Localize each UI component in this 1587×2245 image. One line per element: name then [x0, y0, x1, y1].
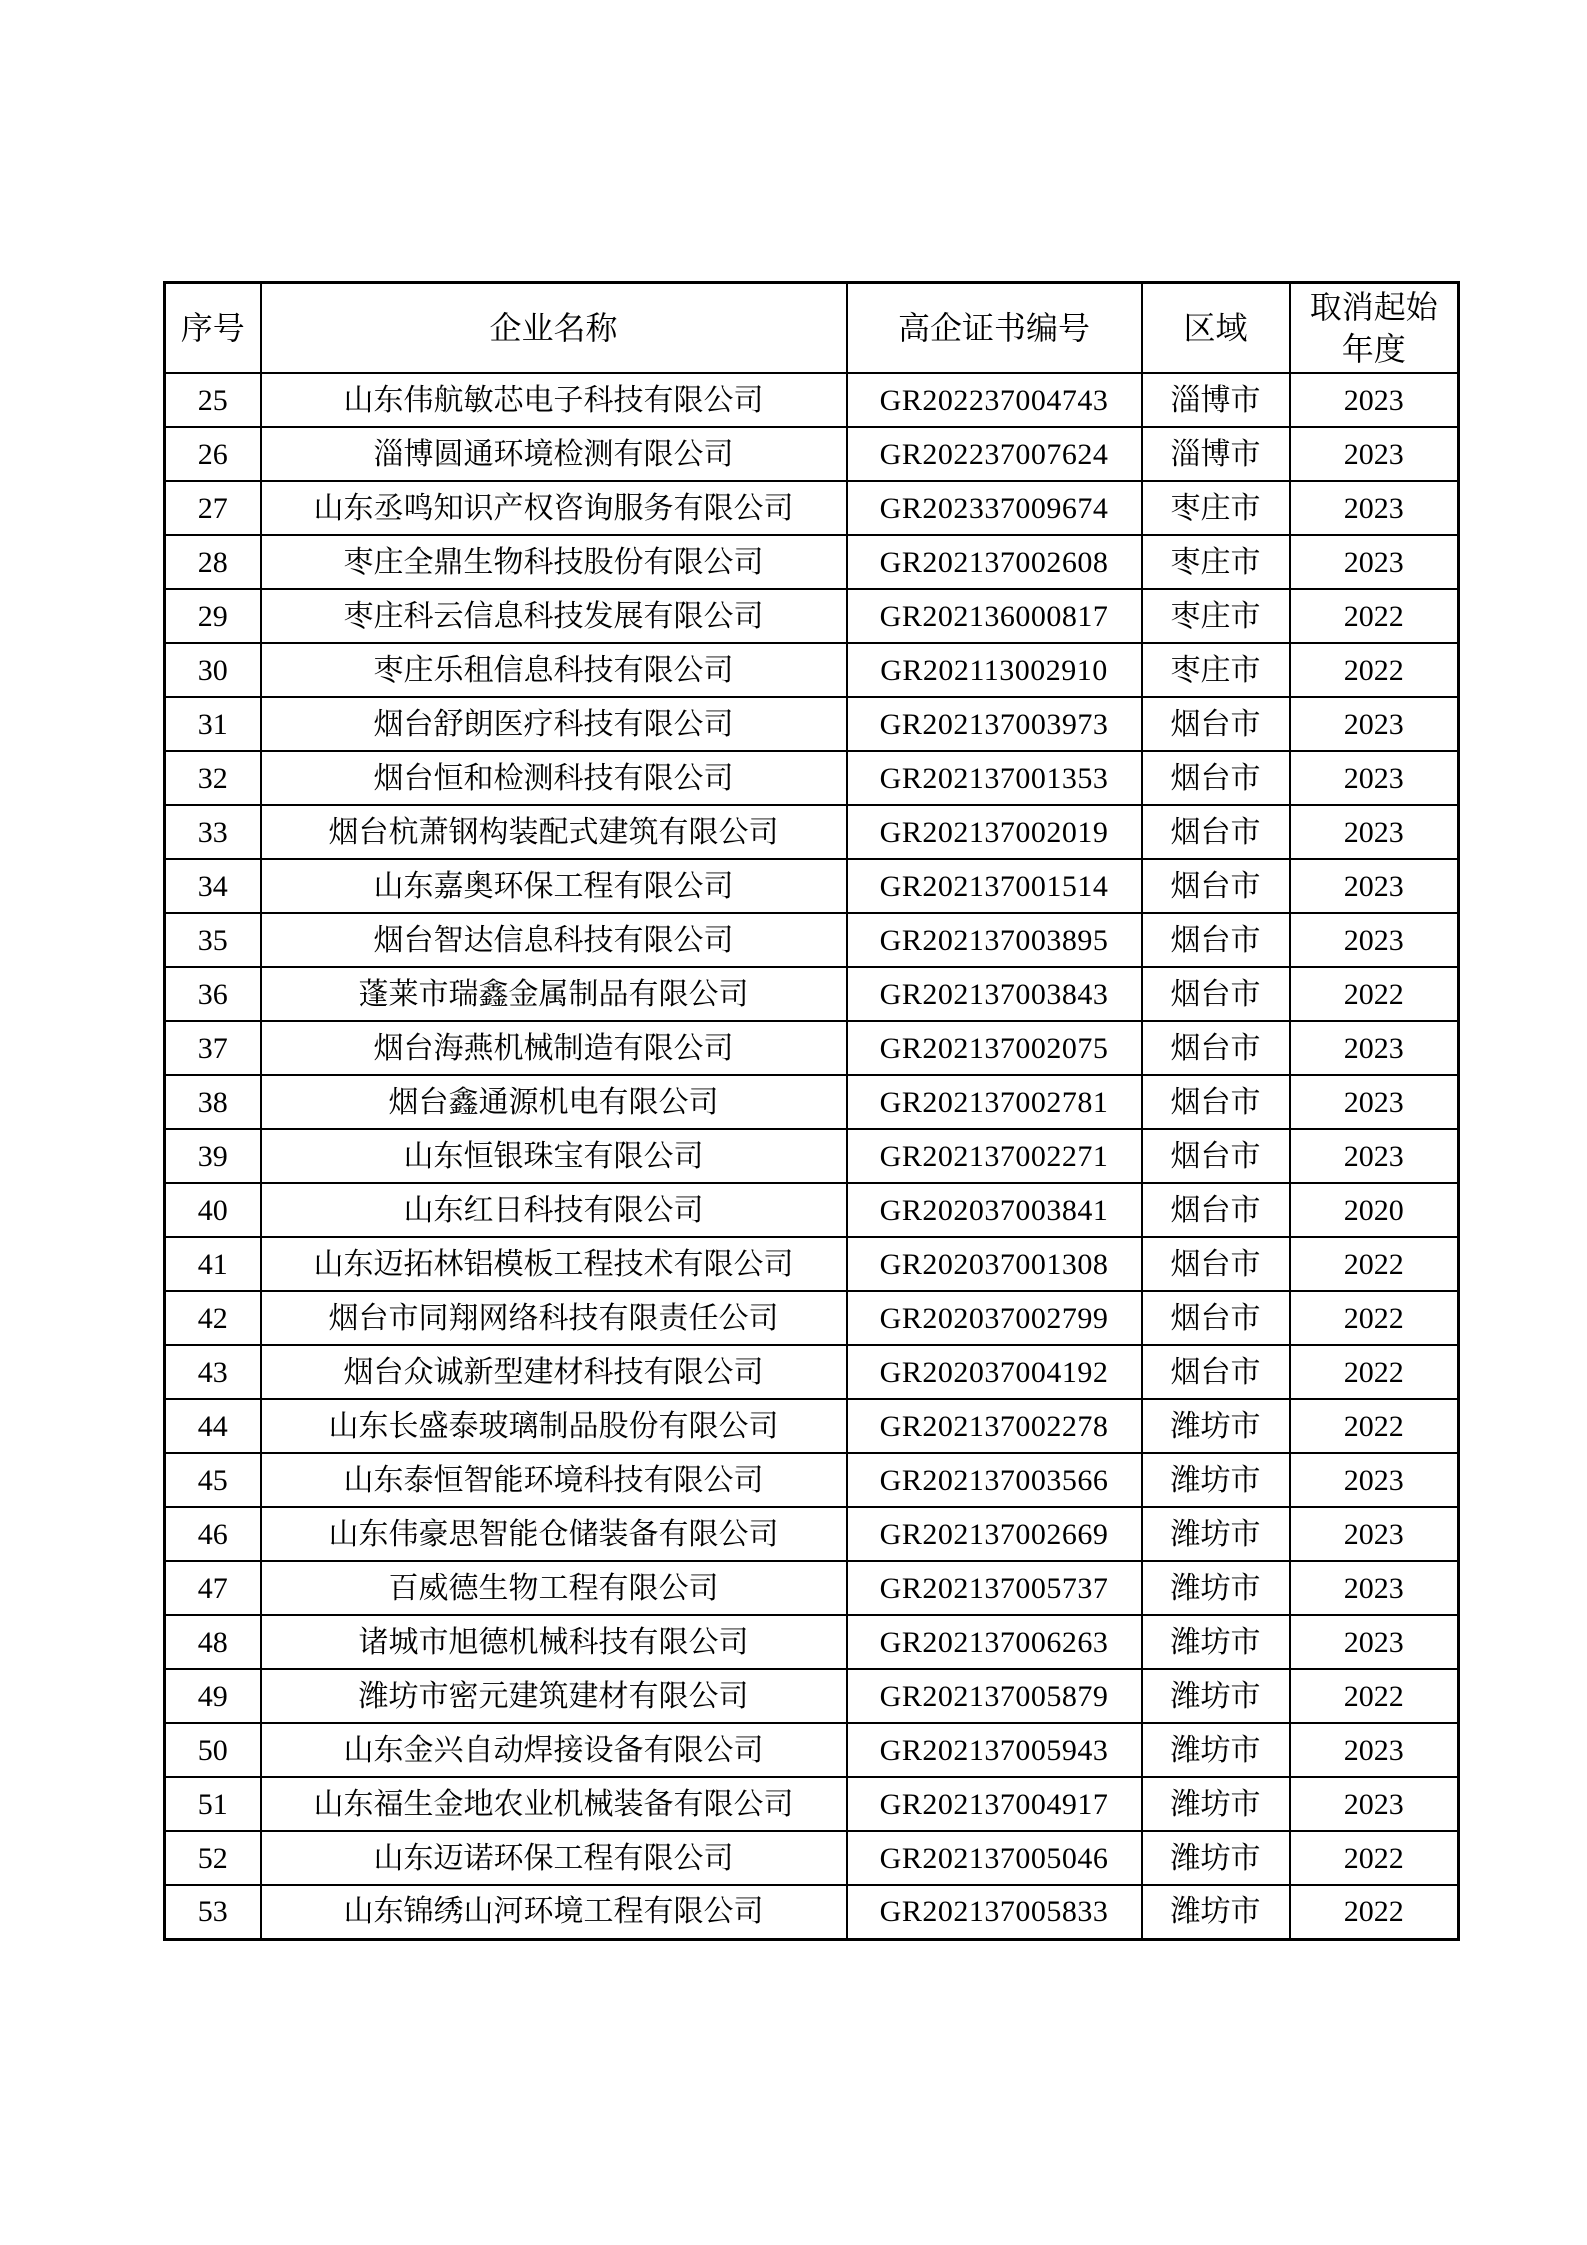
table-row [165, 1831, 1459, 1885]
cell-company_name: 百威德生物工程有限公司 [261, 1561, 847, 1615]
cell-cert_no: GR202137003843 [847, 967, 1142, 1021]
table-row [165, 1453, 1459, 1507]
cell-cert_no: GR202136000817 [847, 589, 1142, 643]
table-row [165, 967, 1459, 1021]
cell-cert_no: GR202237004743 [847, 373, 1142, 427]
cell-cert_no: GR202137002608 [847, 535, 1142, 589]
header-cancel-start-year: 取消起始年度 [1290, 283, 1459, 374]
cell-region: 潍坊市 [1142, 1831, 1290, 1885]
cell-cert_no: GR202137005879 [847, 1669, 1142, 1723]
cell-company_name: 烟台智达信息科技有限公司 [261, 913, 847, 967]
cell-cert_no: GR202137005833 [847, 1885, 1142, 1939]
table-row [165, 643, 1459, 697]
table-row [165, 535, 1459, 589]
cell-company_name: 山东嘉奥环保工程有限公司 [261, 859, 847, 913]
cell-company_name: 山东恒银珠宝有限公司 [261, 1129, 847, 1183]
table-row [165, 1669, 1459, 1723]
cell-cancel_start_year: 2023 [1290, 1561, 1459, 1615]
cell-cert_no: GR202137002019 [847, 805, 1142, 859]
cell-region: 烟台市 [1142, 1129, 1290, 1183]
header-region: 区域 [1142, 283, 1290, 374]
cell-region: 烟台市 [1142, 967, 1290, 1021]
cell-cancel_start_year: 2022 [1290, 1669, 1459, 1723]
cell-region: 烟台市 [1142, 1345, 1290, 1399]
cell-region: 烟台市 [1142, 913, 1290, 967]
cell-cancel_start_year: 2022 [1290, 1237, 1459, 1291]
table-row [165, 1399, 1459, 1453]
header-cert-no: 高企证书编号 [847, 283, 1142, 374]
cell-seq: 48 [165, 1615, 261, 1669]
cell-cancel_start_year: 2023 [1290, 1777, 1459, 1831]
cell-cancel_start_year: 2023 [1290, 859, 1459, 913]
cell-cert_no: GR202137006263 [847, 1615, 1142, 1669]
cell-region: 枣庄市 [1142, 535, 1290, 589]
cell-seq: 41 [165, 1237, 261, 1291]
cell-cancel_start_year: 2023 [1290, 805, 1459, 859]
table-row [165, 589, 1459, 643]
cell-cancel_start_year: 2023 [1290, 913, 1459, 967]
cell-cert_no: GR202237007624 [847, 427, 1142, 481]
cell-cert_no: GR202137002075 [847, 1021, 1142, 1075]
table-row [165, 373, 1459, 427]
cell-seq: 31 [165, 697, 261, 751]
cell-region: 烟台市 [1142, 751, 1290, 805]
cell-company_name: 山东锦绣山河环境工程有限公司 [261, 1885, 847, 1939]
cell-cancel_start_year: 2023 [1290, 1723, 1459, 1777]
table-row [165, 1561, 1459, 1615]
table-row [165, 1723, 1459, 1777]
cell-seq: 46 [165, 1507, 261, 1561]
cell-cancel_start_year: 2023 [1290, 1507, 1459, 1561]
cell-seq: 36 [165, 967, 261, 1021]
cell-cert_no: GR202337009674 [847, 481, 1142, 535]
cell-company_name: 山东长盛泰玻璃制品股份有限公司 [261, 1399, 847, 1453]
cell-cert_no: GR202137002669 [847, 1507, 1142, 1561]
cell-region: 潍坊市 [1142, 1507, 1290, 1561]
cell-seq: 43 [165, 1345, 261, 1399]
cell-seq: 29 [165, 589, 261, 643]
cell-company_name: 枣庄乐租信息科技有限公司 [261, 643, 847, 697]
cell-cert_no: GR202137002271 [847, 1129, 1142, 1183]
cell-seq: 47 [165, 1561, 261, 1615]
cell-region: 烟台市 [1142, 697, 1290, 751]
cell-region: 枣庄市 [1142, 589, 1290, 643]
cell-company_name: 山东福生金地农业机械装备有限公司 [261, 1777, 847, 1831]
cell-seq: 40 [165, 1183, 261, 1237]
cell-seq: 33 [165, 805, 261, 859]
cell-cert_no: GR202113002910 [847, 643, 1142, 697]
cell-company_name: 烟台杭萧钢构装配式建筑有限公司 [261, 805, 847, 859]
cell-region: 潍坊市 [1142, 1885, 1290, 1939]
cell-cancel_start_year: 2023 [1290, 373, 1459, 427]
cell-cancel_start_year: 2023 [1290, 751, 1459, 805]
cell-company_name: 诸城市旭德机械科技有限公司 [261, 1615, 847, 1669]
cell-seq: 51 [165, 1777, 261, 1831]
table-row [165, 1885, 1459, 1939]
cell-cancel_start_year: 2023 [1290, 1129, 1459, 1183]
cell-company_name: 山东红日科技有限公司 [261, 1183, 847, 1237]
table-row [165, 751, 1459, 805]
table-row [165, 1075, 1459, 1129]
cell-region: 潍坊市 [1142, 1561, 1290, 1615]
table-row [165, 697, 1459, 751]
cell-seq: 44 [165, 1399, 261, 1453]
table-row [165, 1291, 1459, 1345]
cell-cert_no: GR202037003841 [847, 1183, 1142, 1237]
cell-company_name: 蓬莱市瑞鑫金属制品有限公司 [261, 967, 847, 1021]
cell-seq: 28 [165, 535, 261, 589]
cell-company_name: 山东伟豪思智能仓储装备有限公司 [261, 1507, 847, 1561]
cell-region: 烟台市 [1142, 1237, 1290, 1291]
cell-company_name: 烟台舒朗医疗科技有限公司 [261, 697, 847, 751]
cell-company_name: 山东迈诺环保工程有限公司 [261, 1831, 847, 1885]
cell-region: 枣庄市 [1142, 481, 1290, 535]
table-body [165, 373, 1459, 1939]
table-row [165, 1507, 1459, 1561]
cell-cert_no: GR202137004917 [847, 1777, 1142, 1831]
table-row [165, 1777, 1459, 1831]
cell-seq: 34 [165, 859, 261, 913]
cell-cancel_start_year: 2020 [1290, 1183, 1459, 1237]
cell-cert_no: GR202137002278 [847, 1399, 1142, 1453]
cell-cancel_start_year: 2022 [1290, 1885, 1459, 1939]
header-company-name: 企业名称 [261, 283, 847, 374]
cell-cancel_start_year: 2023 [1290, 1615, 1459, 1669]
cell-seq: 45 [165, 1453, 261, 1507]
cell-cancel_start_year: 2023 [1290, 1021, 1459, 1075]
cell-seq: 32 [165, 751, 261, 805]
table-row [165, 1183, 1459, 1237]
cell-company_name: 山东伟航敏芯电子科技有限公司 [261, 373, 847, 427]
cell-cert_no: GR202037002799 [847, 1291, 1142, 1345]
enterprise-table [163, 281, 1460, 1941]
cell-company_name: 潍坊市密元建筑建材有限公司 [261, 1669, 847, 1723]
cell-region: 淄博市 [1142, 373, 1290, 427]
cell-seq: 39 [165, 1129, 261, 1183]
cell-seq: 30 [165, 643, 261, 697]
cell-region: 烟台市 [1142, 1183, 1290, 1237]
cell-cert_no: GR202137003973 [847, 697, 1142, 751]
table-row [165, 805, 1459, 859]
cell-company_name: 烟台海燕机械制造有限公司 [261, 1021, 847, 1075]
cell-cancel_start_year: 2023 [1290, 427, 1459, 481]
cell-region: 烟台市 [1142, 1021, 1290, 1075]
cell-cancel_start_year: 2023 [1290, 1453, 1459, 1507]
table-header-row [165, 283, 1459, 374]
cell-region: 潍坊市 [1142, 1723, 1290, 1777]
cell-seq: 50 [165, 1723, 261, 1777]
cell-region: 烟台市 [1142, 1291, 1290, 1345]
cell-seq: 42 [165, 1291, 261, 1345]
cell-region: 潍坊市 [1142, 1453, 1290, 1507]
cell-cancel_start_year: 2022 [1290, 1291, 1459, 1345]
cell-company_name: 山东迈拓林铝模板工程技术有限公司 [261, 1237, 847, 1291]
cell-cert_no: GR202137001353 [847, 751, 1142, 805]
cell-region: 烟台市 [1142, 1075, 1290, 1129]
table-row [165, 1021, 1459, 1075]
table-header [165, 283, 1459, 374]
cell-company_name: 烟台众诚新型建材科技有限公司 [261, 1345, 847, 1399]
table-row [165, 1129, 1459, 1183]
cell-company_name: 淄博圆通环境检测有限公司 [261, 427, 847, 481]
cell-region: 枣庄市 [1142, 643, 1290, 697]
header-seq: 序号 [165, 283, 261, 374]
cell-cert_no: GR202037004192 [847, 1345, 1142, 1399]
cell-region: 潍坊市 [1142, 1615, 1290, 1669]
cell-cancel_start_year: 2022 [1290, 1831, 1459, 1885]
table-row [165, 1237, 1459, 1291]
cell-cert_no: GR202137001514 [847, 859, 1142, 913]
table-row [165, 1615, 1459, 1669]
cell-cert_no: GR202037001308 [847, 1237, 1142, 1291]
cell-cancel_start_year: 2023 [1290, 697, 1459, 751]
cell-cert_no: GR202137002781 [847, 1075, 1142, 1129]
cell-cancel_start_year: 2022 [1290, 643, 1459, 697]
cell-cancel_start_year: 2022 [1290, 967, 1459, 1021]
cell-seq: 35 [165, 913, 261, 967]
cell-region: 潍坊市 [1142, 1777, 1290, 1831]
cell-cancel_start_year: 2022 [1290, 589, 1459, 643]
cell-cancel_start_year: 2023 [1290, 535, 1459, 589]
table-row [165, 427, 1459, 481]
cell-company_name: 山东金兴自动焊接设备有限公司 [261, 1723, 847, 1777]
cell-company_name: 枣庄全鼎生物科技股份有限公司 [261, 535, 847, 589]
cell-company_name: 烟台鑫通源机电有限公司 [261, 1075, 847, 1129]
table-row [165, 859, 1459, 913]
cell-region: 潍坊市 [1142, 1399, 1290, 1453]
cell-seq: 52 [165, 1831, 261, 1885]
cell-seq: 27 [165, 481, 261, 535]
table-row [165, 481, 1459, 535]
cell-cancel_start_year: 2022 [1290, 1399, 1459, 1453]
cell-company_name: 枣庄科云信息科技发展有限公司 [261, 589, 847, 643]
cell-region: 烟台市 [1142, 859, 1290, 913]
cell-seq: 25 [165, 373, 261, 427]
cell-company_name: 烟台市同翔网络科技有限责任公司 [261, 1291, 847, 1345]
cell-seq: 49 [165, 1669, 261, 1723]
table-row [165, 1345, 1459, 1399]
cell-seq: 37 [165, 1021, 261, 1075]
cell-seq: 38 [165, 1075, 261, 1129]
cell-cancel_start_year: 2023 [1290, 481, 1459, 535]
cell-region: 潍坊市 [1142, 1669, 1290, 1723]
cell-company_name: 山东丞鸣知识产权咨询服务有限公司 [261, 481, 847, 535]
cell-cancel_start_year: 2022 [1290, 1345, 1459, 1399]
cell-cert_no: GR202137005737 [847, 1561, 1142, 1615]
cell-region: 烟台市 [1142, 805, 1290, 859]
cell-cert_no: GR202137005943 [847, 1723, 1142, 1777]
cell-region: 淄博市 [1142, 427, 1290, 481]
cell-cert_no: GR202137003895 [847, 913, 1142, 967]
cell-seq: 26 [165, 427, 261, 481]
cell-company_name: 烟台恒和检测科技有限公司 [261, 751, 847, 805]
cell-company_name: 山东泰恒智能环境科技有限公司 [261, 1453, 847, 1507]
cell-cancel_start_year: 2023 [1290, 1075, 1459, 1129]
cell-cert_no: GR202137005046 [847, 1831, 1142, 1885]
table-row [165, 913, 1459, 967]
cell-seq: 53 [165, 1885, 261, 1939]
cell-cert_no: GR202137003566 [847, 1453, 1142, 1507]
